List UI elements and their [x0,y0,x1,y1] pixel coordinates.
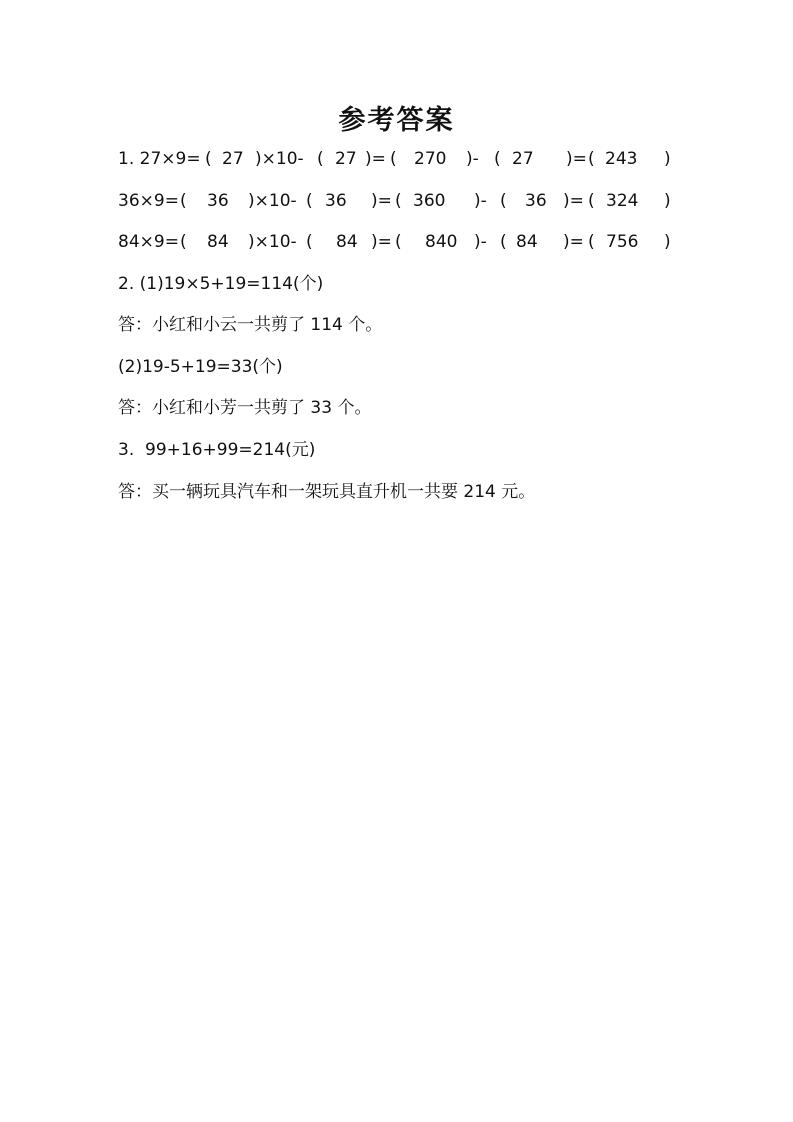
q2-part1-answer: 答：小红和小云一共剪了 114 个。 [118,315,383,335]
q1-row-1-op-1: )×10- [255,149,304,169]
q1-row-1-value-5: 243 [605,149,638,169]
q1-row-2-value-1: 36 [207,191,229,211]
q1-row-3-op-4: )= [563,232,584,252]
q3-formula: 3. 99+16+99=214(元) [118,440,316,460]
q1-row-1-paren-close-5: ) [664,149,671,169]
q1-row-1-op-4: )= [566,149,587,169]
q1-row-2-paren-open-1: ( [180,191,187,211]
q1-row-3-paren-open-4: ( [500,232,507,252]
q1-row-3-value-4: 84 [516,232,538,252]
q3-answer: 答：买一辆玩具汽车和一架玩具直升机一共要 214 元。 [118,482,536,502]
q1-row-2-lead: 36×9= [118,191,179,211]
q1-row-1-value-3: 270 [414,149,447,169]
q1-row-3-paren-open-5: ( [588,232,595,252]
q1-row-3-lead: 84×9= [118,232,179,252]
q1-row-1-value-4: 27 [512,149,534,169]
q1-row-2-op-3: )- [474,191,487,211]
q1-row-3-value-3: 840 [425,232,458,252]
q1-row-2-op-2: )= [371,191,392,211]
q1-row-1-op-3: )- [466,149,479,169]
q1-row-2-op-1: )×10- [248,191,297,211]
q1-row-1-op-2: )= [365,149,386,169]
q1-row-3-op-3: )- [474,232,487,252]
q2-part2-answer: 答：小红和小芳一共剪了 33 个。 [118,398,372,418]
q1-row-2-value-4: 36 [525,191,547,211]
q1-row-2-paren-close-5: ) [664,191,671,211]
q1-row-2-value-5: 324 [606,191,639,211]
q1-row-3-paren-open-2: ( [306,232,313,252]
q1-row-3-paren-open-1: ( [180,232,187,252]
q1-row-1-value-2: 27 [335,149,357,169]
q1-row-2-paren-open-2: ( [306,191,313,211]
q2-part2-formula: (2)19-5+19=33(个) [118,357,283,377]
q1-row-3-paren-open-3: ( [395,232,402,252]
q1-row-2-value-3: 360 [413,191,446,211]
q1-row-1-lead: 1. 27×9= [118,149,201,169]
page-title: 参考答案 [338,105,455,136]
q1-row-3-paren-close-5: ) [664,232,671,252]
q1-row-1-paren-open-1: ( [205,149,212,169]
q1-row-1-value-1: 27 [222,149,244,169]
q1-row-3-value-1: 84 [207,232,229,252]
q1-row-3-op-1: )×10- [248,232,297,252]
q1-row-2-paren-open-3: ( [395,191,402,211]
q2-part1-formula: 2. (1)19×5+19=114(个) [118,274,324,294]
q1-row-2-paren-open-4: ( [500,191,507,211]
q1-row-1-paren-open-2: ( [317,149,324,169]
q1-row-3-value-5: 756 [606,232,639,252]
q1-row-1-paren-open-4: ( [494,149,501,169]
q1-row-2-value-2: 36 [325,191,347,211]
q1-row-2-paren-open-5: ( [588,191,595,211]
q1-row-1-paren-open-5: ( [588,149,595,169]
q1-row-1-paren-open-3: ( [390,149,397,169]
q1-row-3-op-2: )= [371,232,392,252]
q1-row-2-op-4: )= [563,191,584,211]
q1-row-3-value-2: 84 [336,232,358,252]
